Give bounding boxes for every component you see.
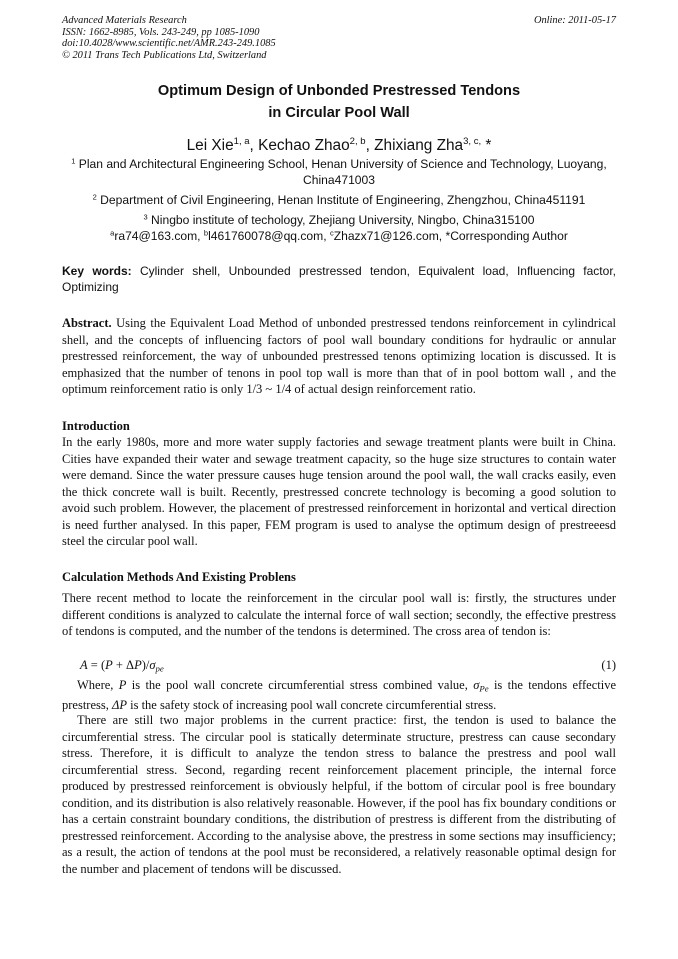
affiliation-1-number: 1 [71, 156, 76, 166]
equation-number: (1) [601, 658, 616, 672]
eq-sigma-sub: pe [155, 663, 164, 674]
affiliation-2-number: 2 [92, 192, 97, 202]
abstract-text: Using the Equivalent Load Method of unbonded prestressed tendons reinforcement in cylindrical shell, and the concepts of influencing factors of pool wall boundary conditions for hydraulic or annular prestressed reinforcement, the way of unbounded prestressed tenons optimizing location is discussed. It is emphasized that the number of tenons in pool top wall is more than that of in pool bottom wall , and the optimum reinforcement ratio is only 1/3 ~ 1/4 of actual design reinforcement ratio. [62, 316, 616, 396]
p2-text-d: is the safety stock of increasing pool wall concrete circumferential stress. [126, 698, 497, 713]
eq-p: P [105, 658, 113, 672]
abstract [62, 315, 616, 398]
journal-name: Advanced Materials Research [62, 15, 187, 26]
keywords-label: Key words: [62, 264, 132, 278]
eq-equals: = ( [87, 658, 106, 672]
author-3: Zhixiang Zha [374, 137, 464, 154]
author-1-sup: 1, a [233, 136, 250, 148]
affiliation-1 [62, 157, 616, 188]
author-sep-2: , [365, 137, 375, 154]
p2-sigma-sub: Pe [479, 683, 489, 694]
keywords [62, 264, 616, 295]
p2-symbol-sigma: σ [473, 678, 480, 692]
author-2-sup: 2, b [349, 136, 366, 148]
p2-text-c: is the tendons effective prestress, [62, 678, 616, 713]
copyright-line: © 2011 Trans Tech Publications Ltd, Switzerland [62, 49, 267, 61]
affiliation-3 [62, 213, 616, 229]
email-b: l461760078@qq.com, [208, 229, 330, 243]
p2-text-b: is the pool wall concrete circumferential stress combined value, [126, 678, 474, 692]
calc-paragraph-2 [62, 677, 616, 714]
p2-symbol-p: P [118, 678, 127, 692]
introduction-text: In the early 1980s, more and more water supply factories and sewage treatment plants were built in China. Cities have expanded their water and sewage treatment capacity, so the huge size structures to contain water were demand. Since the water pressure causes huge tension around the pool wall, the wall cracks easily, even the thick concrete wall is built. Recently, prestressed concrete technology is becoming a good solution to avoid such problem. However, the placement of prestressed reinforcement in horizontal and vertical direction is need further analysed. In this paper, FEM program is used to analyse the optimum design of prestreeesd steel the circular pool wall. [62, 435, 616, 548]
author-emails [62, 229, 616, 245]
p2-symbol-delta-p: ΔP [112, 698, 127, 713]
eq-plus-delta: + Δ [112, 658, 135, 672]
email-b-sup: b [203, 228, 209, 238]
author-3-sup: 3, c, [463, 136, 482, 148]
calc-paragraph-3: There are still two major problems in the current practice: first, the tendon is used to balance the circumferential stress. The circular pool is statically determinate structure, prestress can cause secondary stress. Therefore, it is difficult to analyze the tendon stress to balance the prestress and pool wall circumferential stress. Second, regarding recent reinforcement placement principle, the internal force produced by prestressed reinforcement is obviously helpful, if the bottom of circular pool is free boundary condition, and its distribution is also relatively reasonable. However, if the pool has fix boundary conditions or has a certain constraint boundary conditions, the distribution of prestress is different from the distributing of prestressed reinforcement. According to the analysise above, the prestress in some sections may insufficiency; as a result, the action of tendons at the pool must be reconsidered, a relatively reasonable optimal design for the number and placement of tendons will be discussed. [62, 713, 616, 876]
affiliation-3-text: Ningbo institute of techology, Zhejiang University, Ningbo, China315100 [147, 213, 535, 227]
introduction-heading: Introduction [62, 419, 130, 433]
calc-paragraph-1: There recent method to locate the reinforcement in the circular pool wall is: firstly, the structures under different conditions is analyzed to calculate the internal force of wall section; secondly, the effective prestress of tendons is computed, and the number of the tendons is determined. The cross area of tendon is: [62, 591, 616, 638]
eq-sigma: σ [149, 658, 156, 672]
eq-lhs: A [80, 658, 88, 672]
p2-where: Where, [77, 678, 119, 692]
corresponding-star: * [481, 137, 492, 154]
email-c: Zhazx71@126.com, *Corresponding Author [333, 229, 568, 243]
keywords-text: Cylinder shell, Unbounded prestressed tendon, Equivalent load, Influencing factor, Optimizing [62, 264, 616, 294]
doi-line: doi:10.4028/www.scientific.net/AMR.243-249.1085 [62, 38, 276, 50]
email-c-sup: c [329, 228, 334, 238]
affiliation-2 [62, 193, 616, 209]
author-2: Kechao Zhao [258, 137, 350, 154]
paper-title [62, 80, 616, 124]
affiliation-3-number: 3 [143, 212, 148, 222]
title-line-1: Optimum Design of Unbonded Prestressed Tendons [157, 83, 521, 99]
author-1: Lei Xie [186, 137, 234, 154]
affiliation-1-text: Plan and Architectural Engineering School, Henan University of Science and Technology, Luoyang, China471003 [75, 157, 607, 187]
affiliation-2-text: Department of Civil Engineering, Henan Institute of Engineering, Zhengzhou, China451191 [96, 193, 586, 207]
email-a-sup: a [110, 228, 115, 238]
email-a: ra74@163.com, [114, 229, 204, 243]
eq-p2: P [134, 658, 142, 672]
equation-1 [80, 657, 616, 674]
author-sep-1: , [249, 137, 259, 154]
eq-close: )/ [141, 658, 150, 672]
issn-line: ISSN: 1662-8985, Vols. 243-249, pp 1085-1090 [62, 26, 260, 38]
journal-header [62, 15, 616, 61]
title-line-2: in Circular Pool Wall [268, 105, 410, 121]
author-list [62, 136, 616, 156]
online-date: Online: 2011-05-17 [533, 15, 616, 26]
calc-heading: Calculation Methods And Existing Problens [62, 570, 296, 584]
abstract-label: Abstract. [62, 316, 112, 330]
